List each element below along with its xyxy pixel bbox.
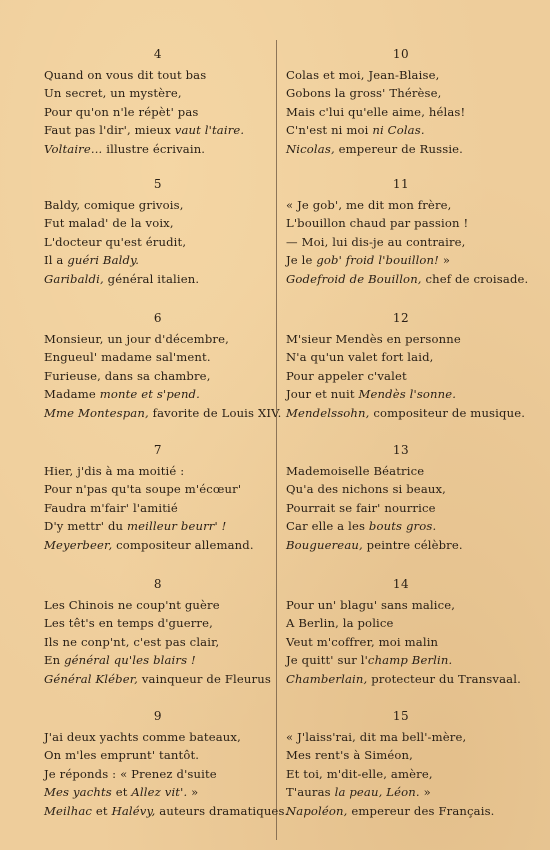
text-segment: favorite de Louis XIV. bbox=[148, 405, 282, 420]
italic-segment: Général Kléber, bbox=[44, 671, 139, 686]
stanza bbox=[286, 708, 516, 820]
text-segment: Colas et moi, Jean-Blaise, bbox=[286, 68, 440, 82]
verse-line bbox=[286, 670, 521, 688]
text-segment: — Moi, lui dis-je au contraire, bbox=[286, 234, 466, 249]
verse-line bbox=[44, 214, 272, 232]
text-segment: Pour appeler c'valet bbox=[286, 368, 407, 383]
stanza bbox=[286, 46, 516, 158]
italic-segment: Chamberlain, bbox=[286, 671, 368, 686]
verse-line bbox=[286, 404, 526, 422]
text-segment: En bbox=[44, 653, 65, 668]
text-segment: Madame bbox=[44, 387, 100, 402]
verse-line bbox=[286, 765, 516, 783]
stanza bbox=[286, 176, 529, 288]
italic-segment: meilleur beurr' ! bbox=[126, 519, 227, 534]
text-segment: J'ai deux yachts comme bateaux, bbox=[44, 730, 241, 744]
verse-line bbox=[44, 728, 272, 746]
text-segment: Jour et nuit bbox=[286, 387, 359, 402]
italic-segment: Nicolas, bbox=[286, 141, 335, 156]
verse-line bbox=[44, 367, 272, 385]
text-segment: Gobons la gross' Thérèse, bbox=[286, 86, 442, 101]
italic-segment: Bouguereau, bbox=[286, 537, 363, 552]
italic-segment: Garibaldi, bbox=[44, 271, 104, 286]
verse-line bbox=[286, 802, 516, 820]
text-segment: Pour qu'on n'le répèt' pas bbox=[44, 104, 199, 119]
text-segment: empereur de Russie. bbox=[334, 141, 464, 156]
italic-segment: Napoléon, bbox=[286, 803, 348, 818]
text-segment: L'bouillon chaud par passion ! bbox=[286, 216, 469, 231]
verse-line bbox=[44, 270, 272, 288]
italic-segment: Mme Montespan, bbox=[44, 405, 149, 420]
stanza bbox=[44, 442, 272, 554]
text-segment: Je quitt' sur l' bbox=[286, 653, 368, 668]
verse-line bbox=[286, 783, 516, 801]
text-segment: Hier, j'dis à ma moitié : bbox=[44, 464, 185, 478]
verse-line bbox=[286, 66, 516, 84]
text-segment: C'n'est ni moi bbox=[286, 123, 373, 138]
text-segment: Car elle a les bbox=[286, 519, 369, 534]
verse-line bbox=[286, 251, 516, 269]
text-segment: D'y mettr' du bbox=[44, 519, 127, 534]
italic-segment: ni Colas. bbox=[372, 123, 425, 138]
verse-line bbox=[44, 783, 272, 801]
text-segment: empereur des Français. bbox=[347, 803, 495, 818]
verse-line bbox=[286, 614, 516, 632]
verse-line bbox=[286, 517, 516, 535]
verse-line bbox=[286, 499, 516, 517]
verse-line bbox=[286, 633, 516, 651]
italic-segment: général qu'les blairs ! bbox=[64, 653, 196, 668]
verse-line bbox=[286, 746, 516, 764]
stanza bbox=[44, 46, 272, 158]
verse-line bbox=[286, 651, 516, 669]
stanza-number: 14 bbox=[392, 577, 410, 591]
verse-line bbox=[286, 348, 516, 366]
text-segment: Mademoiselle Béatrice bbox=[286, 464, 425, 478]
stanza bbox=[286, 442, 516, 554]
verse-line bbox=[286, 596, 516, 614]
italic-segment: la peau, Léon. bbox=[334, 785, 420, 800]
verse-line bbox=[44, 251, 272, 269]
italic-segment: Mendelssohn, bbox=[286, 405, 370, 420]
verse-line bbox=[44, 651, 272, 669]
text-segment: N'a qu'un valet fort laid, bbox=[286, 350, 434, 365]
text-segment: L'docteur qu'est érudit, bbox=[44, 234, 187, 249]
text-segment: Un secret, un mystère, bbox=[44, 86, 182, 101]
stanza-number: 9 bbox=[153, 709, 163, 723]
verse-line bbox=[44, 404, 282, 422]
stanza-number: 8 bbox=[153, 577, 163, 591]
stanza bbox=[44, 310, 282, 422]
text-segment: peintre célèbre. bbox=[362, 537, 463, 552]
verse-line bbox=[44, 517, 272, 535]
stanza-number: 13 bbox=[392, 443, 410, 457]
text-segment: protecteur du Transvaal. bbox=[367, 671, 521, 686]
text-segment: Pour n'pas qu'ta soupe m'écœur' bbox=[44, 482, 242, 497]
column-divider bbox=[276, 40, 277, 840]
verse-line bbox=[286, 330, 516, 348]
verse-line bbox=[286, 536, 516, 554]
text-segment: auteurs dramatiques. bbox=[155, 803, 289, 818]
text-segment: T'auras bbox=[286, 785, 335, 800]
text-segment: chef de croisade. bbox=[421, 271, 529, 286]
text-segment: Engueul' madame sal'ment. bbox=[44, 350, 211, 365]
text-segment: et bbox=[92, 803, 112, 818]
text-segment: Je le bbox=[286, 253, 317, 268]
text-segment: Furieuse, dans sa chambre, bbox=[44, 368, 211, 383]
text-segment: Je réponds : « Prenez d'suite bbox=[44, 766, 217, 781]
verse-line bbox=[286, 84, 516, 102]
verse-line bbox=[286, 270, 529, 288]
verse-line bbox=[44, 746, 272, 764]
stanza-number: 4 bbox=[153, 47, 163, 61]
italic-segment: bouts gros. bbox=[368, 519, 437, 534]
verse-line bbox=[286, 233, 516, 251]
text-segment: compositeur de musique. bbox=[369, 405, 526, 420]
text-segment: Ils ne conp'nt, c'est pas clair, bbox=[44, 634, 220, 649]
stanza-number: 15 bbox=[392, 709, 410, 723]
verse-line bbox=[286, 480, 516, 498]
text-segment: M'sieur Mendès en personne bbox=[286, 332, 461, 346]
text-segment: Fut malad' de la voix, bbox=[44, 216, 174, 231]
verse-line bbox=[44, 802, 289, 820]
verse-line bbox=[286, 728, 516, 746]
italic-segment: champ Berlin. bbox=[367, 653, 453, 668]
stanza bbox=[44, 576, 272, 688]
text-segment: Faut pas l'dir', mieux bbox=[44, 123, 175, 138]
text-segment: Faudra m'fair' l'amitié bbox=[44, 500, 178, 515]
verse-line bbox=[44, 103, 272, 121]
italic-segment: Mes yachts bbox=[44, 785, 112, 800]
text-segment: On m'les emprunt' tantôt. bbox=[44, 748, 200, 763]
text-segment: « Je gob', me dit mon frère, bbox=[286, 198, 452, 212]
text-segment: Il a bbox=[44, 253, 68, 268]
verse-line bbox=[286, 462, 516, 480]
italic-segment: Godefroid de Bouillon, bbox=[286, 271, 422, 286]
stanza bbox=[286, 576, 521, 688]
italic-segment: Meyerbeer, bbox=[44, 537, 113, 552]
italic-segment: guéri Baldy. bbox=[67, 253, 140, 268]
verse-line bbox=[286, 140, 516, 158]
text-segment: général italien. bbox=[103, 271, 200, 286]
verse-line bbox=[44, 348, 272, 366]
text-segment: Qu'a des nichons si beaux, bbox=[286, 482, 447, 497]
text-segment: Pour un' blagu' sans malice, bbox=[286, 598, 456, 612]
stanza bbox=[44, 176, 272, 288]
text-segment: Quand on vous dit tout bas bbox=[44, 68, 207, 82]
italic-segment: Voltaire... bbox=[44, 141, 103, 156]
verse-line bbox=[286, 196, 516, 214]
verse-line bbox=[44, 66, 272, 84]
verse-line bbox=[286, 103, 516, 121]
verse-line bbox=[44, 233, 272, 251]
verse-line bbox=[44, 84, 272, 102]
text-segment: » bbox=[187, 785, 199, 800]
text-segment: illustre écrivain. bbox=[102, 141, 206, 156]
italic-segment: Halévy, bbox=[111, 803, 156, 818]
text-segment: Mes rent's à Siméon, bbox=[286, 748, 413, 763]
verse-line bbox=[286, 367, 516, 385]
italic-segment: Allez vit'. bbox=[131, 785, 188, 800]
text-segment: « J'laiss'rai, dit ma bell'-mère, bbox=[286, 730, 467, 744]
stanza-number: 10 bbox=[392, 47, 410, 61]
verse-line bbox=[286, 385, 516, 403]
verse-line bbox=[44, 670, 272, 688]
verse-line bbox=[44, 499, 272, 517]
text-segment: A Berlin, la police bbox=[286, 616, 394, 631]
text-segment: Veut m'coffrer, moi malin bbox=[286, 634, 439, 649]
text-segment: compositeur allemand. bbox=[112, 537, 254, 552]
verse-line bbox=[44, 536, 272, 554]
italic-segment: Meilhac bbox=[44, 803, 93, 818]
verse-line bbox=[286, 214, 516, 232]
italic-segment: vaut l'taire. bbox=[174, 123, 245, 138]
text-segment: Monsieur, un jour d'décembre, bbox=[44, 332, 229, 346]
verse-line bbox=[44, 330, 272, 348]
stanza bbox=[286, 310, 526, 422]
text-segment: Et toi, m'dit-elle, amère, bbox=[286, 766, 433, 781]
verse-line bbox=[44, 196, 272, 214]
verse-line bbox=[286, 121, 516, 139]
text-segment: Les têt's en temps d'guerre, bbox=[44, 616, 213, 631]
text-segment: » bbox=[438, 253, 451, 268]
text-segment: et bbox=[111, 785, 132, 800]
verse-line bbox=[44, 614, 272, 632]
italic-segment: Mendès l'sonne. bbox=[358, 387, 457, 402]
verse-line bbox=[44, 385, 272, 403]
verse-line bbox=[44, 596, 272, 614]
text-segment: vainqueur de Fleurus bbox=[138, 671, 271, 686]
text-segment: Les Chinois ne coup'nt guère bbox=[44, 598, 220, 612]
stanza-number: 6 bbox=[153, 311, 163, 325]
verse-line bbox=[44, 140, 272, 158]
text-segment: Mais c'lui qu'elle aime, hélas! bbox=[286, 104, 466, 119]
stanza-number: 7 bbox=[153, 443, 163, 457]
italic-segment: monte et s'pend. bbox=[99, 387, 200, 402]
stanza-number: 11 bbox=[392, 177, 410, 191]
text-segment: Pourrait se fair' nourrice bbox=[286, 500, 436, 515]
stanza-number: 12 bbox=[392, 311, 410, 325]
verse-line bbox=[44, 633, 272, 651]
text-segment: » bbox=[419, 785, 431, 800]
verse-line bbox=[44, 765, 272, 783]
stanza bbox=[44, 708, 289, 820]
verse-line bbox=[44, 480, 272, 498]
verse-line bbox=[44, 462, 272, 480]
verse-line bbox=[44, 121, 272, 139]
text-segment: Baldy, comique grivois, bbox=[44, 198, 184, 212]
stanza-number: 5 bbox=[153, 177, 163, 191]
italic-segment: gob' froid l'bouillon! bbox=[316, 253, 439, 268]
